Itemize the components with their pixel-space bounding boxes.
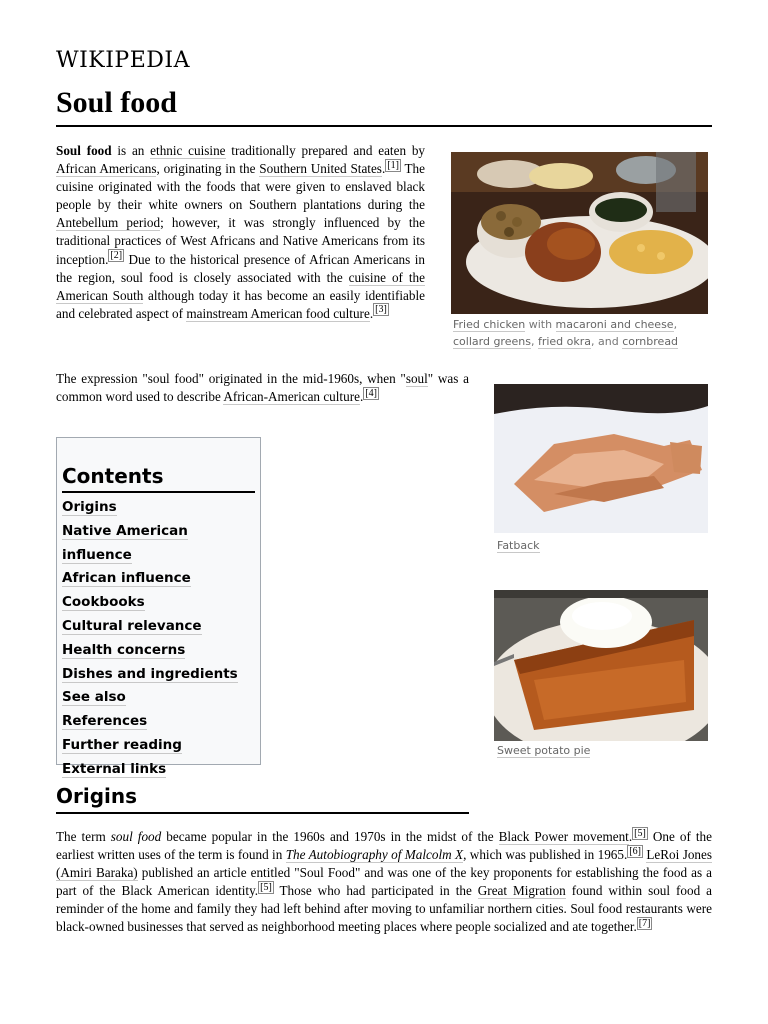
- toc-item[interactable]: Cookbooks: [62, 594, 145, 611]
- table-of-contents: [56, 437, 261, 777]
- fried-chicken-caption: [453, 316, 709, 350]
- article-link[interactable]: fried okra: [537, 335, 592, 348]
- toc-item[interactable]: African influence: [62, 570, 191, 587]
- article-link[interactable]: Fried chicken: [453, 318, 526, 331]
- text-run: ,: [530, 335, 538, 348]
- article-link[interactable]: macaroni and cheese: [555, 318, 674, 331]
- citation-ref[interactable]: [4]: [365, 387, 377, 399]
- text-run: soul food: [110, 829, 162, 844]
- article-link[interactable]: Black Power movement: [498, 829, 629, 844]
- toc-item[interactable]: Cultural relevance: [62, 617, 202, 634]
- toc-item[interactable]: External links: [62, 760, 167, 777]
- article-link[interactable]: The Autobiography of Malcolm X: [285, 847, 464, 863]
- toc-item[interactable]: Further reading: [62, 736, 182, 753]
- text-run: The cuisine originated with the foods that were given to enslaved black people by their white owners on Southern plantations during the: [56, 161, 426, 213]
- toc-item[interactable]: References: [62, 713, 148, 730]
- sweet-potato-pie-image[interactable]: [494, 590, 708, 741]
- article-link[interactable]: African Americans: [56, 161, 157, 177]
- text-run: ,: [673, 318, 678, 331]
- text-run: .: [369, 305, 374, 321]
- article-link[interactable]: African-American culture: [223, 389, 360, 405]
- citation-ref[interactable]: [5]: [634, 827, 646, 839]
- contents-title: Contents: [62, 464, 164, 488]
- text-run: .: [359, 389, 364, 405]
- text-run: became popular in the 1960s and 1970s in the midst of the: [161, 829, 499, 844]
- text-run: .: [628, 829, 633, 844]
- sweet-potato-pie-caption: [497, 742, 707, 759]
- citation-ref[interactable]: [3]: [375, 304, 387, 316]
- fatback-image[interactable]: [494, 384, 708, 533]
- origins-heading: Origins: [56, 784, 138, 808]
- text-run: .: [381, 161, 386, 177]
- text-run: Those who had participated in the: [273, 883, 478, 899]
- citation-ref[interactable]: [5]: [260, 881, 272, 893]
- origins-paragraph: [56, 828, 712, 937]
- article-link[interactable]: cornbread: [622, 335, 679, 348]
- text-run: Soul food: [56, 143, 112, 158]
- citation-ref[interactable]: [2]: [110, 250, 123, 262]
- title-divider: [56, 125, 712, 127]
- text-run: with: [525, 318, 556, 331]
- article-link[interactable]: mainstream American food culture: [186, 305, 370, 321]
- toc-item[interactable]: Native American influence: [62, 522, 188, 563]
- article-link[interactable]: LeRoi Jones (Amiri Baraka): [56, 847, 712, 881]
- text-run: , and: [591, 335, 623, 348]
- citation-ref[interactable]: [6]: [629, 845, 641, 857]
- page-title: Soul food: [56, 86, 177, 119]
- article-link[interactable]: Sweet potato pie: [497, 744, 591, 757]
- text-run: One of the earliest written uses of the term is found in: [56, 829, 713, 863]
- toc-item[interactable]: Dishes and ingredients: [62, 665, 238, 682]
- text-run: The term: [56, 829, 111, 844]
- text-run: ; however, it was strongly influenced by the traditional practices of West Africans and Native Americans from its inception.: [56, 215, 425, 267]
- article-link[interactable]: soul: [405, 371, 428, 386]
- contents-list: [62, 496, 260, 782]
- article-link[interactable]: Fatback: [497, 539, 540, 552]
- article-link[interactable]: Great Migration: [477, 883, 566, 899]
- text-run: although today it has become an easily identifiable and celebrated aspect of: [56, 287, 425, 321]
- intro-paragraph-1: [56, 142, 425, 323]
- text-run: traditionally prepared and eaten by: [225, 143, 426, 158]
- contents-divider: [62, 491, 255, 493]
- article-link[interactable]: cuisine of the American South: [56, 269, 425, 303]
- text-run: published an article entitled "Soul Food" and was one of the key proponents for establishing the food as a part of the Black American identity.: [56, 865, 712, 899]
- article-link[interactable]: Southern United States: [259, 161, 382, 177]
- wikipedia-logo[interactable]: WIKIPEDIA: [56, 48, 191, 73]
- fried-chicken-image[interactable]: [451, 152, 708, 314]
- text-run: is an: [111, 143, 151, 158]
- article-link[interactable]: ethnic cuisine: [150, 143, 226, 158]
- toc-item[interactable]: Origins: [62, 499, 117, 515]
- text-run: The expression "soul food" originated in the mid-1960s, when ": [56, 371, 406, 386]
- citation-ref[interactable]: [7]: [638, 918, 651, 930]
- origins-divider: [56, 812, 469, 814]
- intro-paragraph-2: [56, 370, 469, 406]
- text-run: Due to the historical presence of African Americans in the region, soul food is closely associated with the: [56, 251, 425, 285]
- text-run: found within soul food a reminder of the home and family they had left behind after moving to unfamiliar northern cities. Soul food restaurants were black-owned businesses that served as neighborhood meeting places where people socialized and ate together.: [56, 883, 712, 935]
- text-run: , originating in the: [156, 161, 260, 177]
- article-link[interactable]: Antebellum period: [56, 215, 161, 231]
- fatback-caption: [497, 537, 707, 554]
- toc-item[interactable]: See also: [62, 689, 126, 706]
- text-run: , which was published in 1965.: [463, 847, 628, 863]
- article-link[interactable]: collard greens: [453, 335, 531, 348]
- citation-ref[interactable]: [1]: [387, 159, 399, 171]
- text-run: " was a common word used to describe: [56, 371, 469, 405]
- toc-item[interactable]: Health concerns: [62, 641, 186, 658]
